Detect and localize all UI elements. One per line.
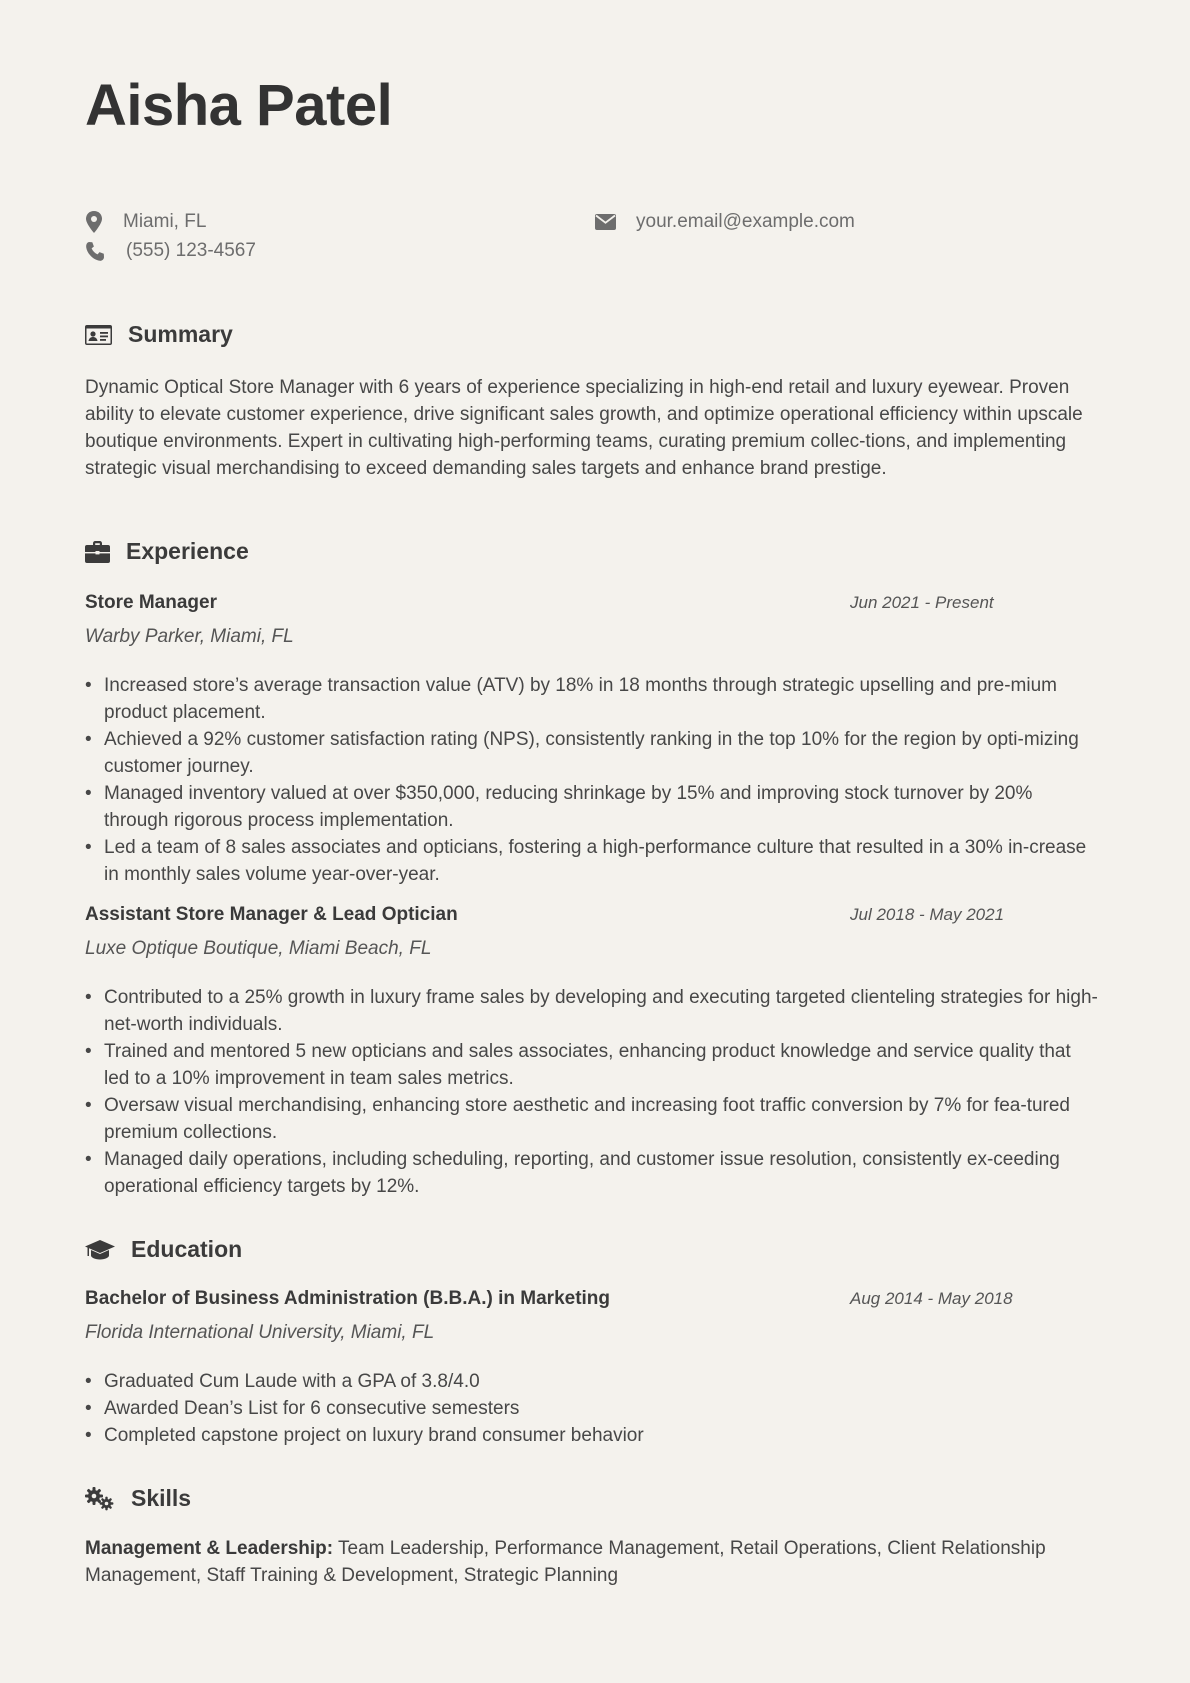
contact-email[interactable] <box>595 211 855 233</box>
list-item: • Achieved a 92% customer satisfaction rating (NPS), consistently ranking in the top 10% for the region by opti-mizing customer journey. <box>85 726 1100 780</box>
graduation-cap-icon <box>85 1239 115 1261</box>
school-name: Florida International University, Miami, FL <box>85 1322 435 1343</box>
list-item: • Managed inventory valued at over $350,000, reducing shrinkage by 15% and improving stock turnover by 20% through rigorous process implementation. <box>85 780 1100 834</box>
section-title-skills <box>85 1485 191 1512</box>
summary-text: Dynamic Optical Store Manager with 6 years of experience specializing in high-end retail and luxury eyewear. Proven ability to elevate customer experience, drive significant sales growth, and optimize operational efficiency within upscale boutique environments. Expert in cultivating high-performing teams, curating premium collec-tions, and implementing strategic visual merchandising to exceed demanding sales targets and enhance brand prestige. <box>85 377 1083 479</box>
job-dates-2: Jul 2018 - May 2021 <box>850 905 1005 924</box>
summary-title-text: Summary <box>128 321 233 347</box>
contact-location <box>85 211 206 233</box>
location-text: Miami, FL <box>123 211 207 232</box>
degree-title: Bachelor of Business Administration (B.B.A.) in Marketing <box>85 1288 611 1309</box>
skills-title-text: Skills <box>131 1485 192 1511</box>
skills-items: Team Leadership, Performance Management, Retail Operations, Client Relationship Management, Staff Training & Development, Strategic Planning <box>85 1538 1046 1586</box>
skills-category: Management & Leadership: <box>85 1538 334 1559</box>
section-title-experience <box>85 538 249 565</box>
education-dates: Aug 2014 - May 2018 <box>850 1289 1013 1308</box>
email-text: your.email@example.com <box>636 211 855 232</box>
job-company-2: Luxe Optique Boutique, Miami Beach, FL <box>85 938 432 959</box>
job-bullets-2 <box>85 984 1100 1200</box>
list-item: • Led a team of 8 sales associates and opticians, fostering a high-performance culture that resulted in a 30% in-crease in monthly sales volume year-over-year. <box>85 834 1100 888</box>
list-item: • Increased store’s average transaction value (ATV) by 18% in 18 months through strategic upselling and pre-mium product placement. <box>85 672 1100 726</box>
education-title-text: Education <box>131 1236 243 1262</box>
map-marker-icon <box>85 211 103 233</box>
envelope-icon <box>595 214 616 230</box>
section-title-summary <box>85 321 233 348</box>
list-item: • Completed capstone project on luxury brand consumer behavior <box>85 1422 1100 1449</box>
skills-line <box>85 1535 1100 1589</box>
experience-title-text: Experience <box>126 538 249 564</box>
education-bullets <box>85 1368 1100 1449</box>
list-item: • Managed daily operations, including scheduling, reporting, and customer issue resolution, consistently ex-ceeding operational efficiency targets by 12%. <box>85 1146 1100 1200</box>
id-card-icon <box>85 325 112 345</box>
job-bullets-1 <box>85 672 1100 888</box>
phone-text: (555) 123-4567 <box>126 240 256 261</box>
job-company-1: Warby Parker, Miami, FL <box>85 626 294 647</box>
job-title-2: Assistant Store Manager & Lead Optician <box>85 904 458 925</box>
list-item: • Oversaw visual merchandising, enhancing store aesthetic and increasing foot traffic conversion by 7% for fea-tured premium collections. <box>85 1092 1100 1146</box>
list-item: • Contributed to a 25% growth in luxury frame sales by developing and executing targeted clienteling strategies for high-net-worth individuals. <box>85 984 1100 1038</box>
candidate-name: Aisha Patel <box>85 73 393 138</box>
phone-icon <box>85 241 106 262</box>
job-title-1: Store Manager <box>85 592 217 613</box>
list-item: • Trained and mentored 5 new opticians and sales associates, enhancing product knowledge and service quality that led to a 10% improvement in team sales metrics. <box>85 1038 1100 1092</box>
job-dates-1: Jun 2021 - Present <box>850 593 994 612</box>
list-item: • Graduated Cum Laude with a GPA of 3.8/4.0 <box>85 1368 1100 1395</box>
list-item: • Awarded Dean’s List for 6 consecutive semesters <box>85 1395 1100 1422</box>
contact-info <box>85 211 1105 271</box>
briefcase-icon <box>85 541 110 563</box>
gears-icon <box>85 1487 115 1511</box>
section-title-education <box>85 1236 242 1263</box>
contact-phone <box>85 240 256 262</box>
